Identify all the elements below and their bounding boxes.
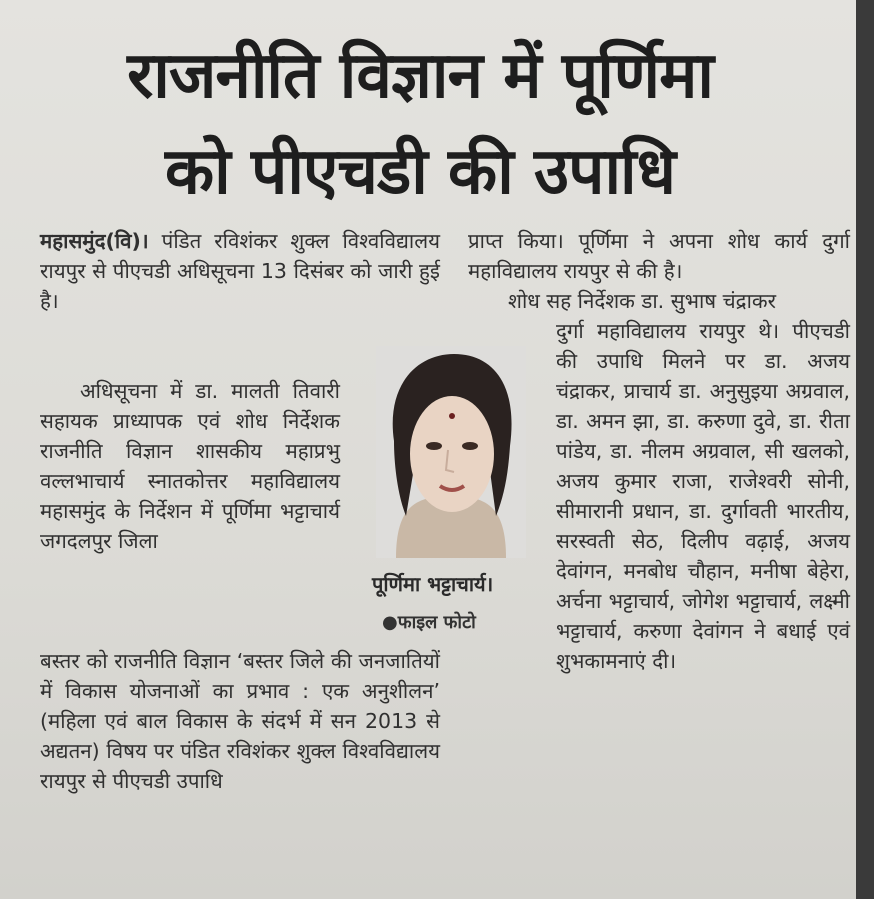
article-column-1-middle	[40, 376, 340, 556]
portrait-photo	[376, 346, 526, 558]
headline-line-2: को पीएचडी की उपाधि	[164, 135, 675, 209]
paragraph-3-part-2: दुर्गा महाविद्यालय रायपुर थे। पीएचडी की उपाधि मिलने पर डा. अजय चंद्राकर, प्राचार्य डा. अनुसुइया अग्रवाल, डा. अमन झा, डा. करुणा दुवे, डा. रीता पांडेय, डा. नीलम अग्रवाल, सी खलको, अजय कुमार राजा, राजेश्वरी सोनी, सीमारानी प्रधान, डा. दुर्गावती भारतीय, सरस्वती सेठ, दिलीप वढ़ाई, अजय देवांगन, मनबोध चौहान, मनीषा बेहेरा, अर्चना भट्टाचार्य, जोगेश भट्टाचार्य, लक्ष्मी भट्टाचार्य, करुणा देवांगन ने बधाई एवं शुभकामनाएं दी।	[556, 319, 850, 673]
dateline: महासमुंद(वि)।	[40, 229, 149, 253]
portrait-image	[376, 346, 526, 558]
paragraph-3-part-1: शोध सह निर्देशक डा. सुभाष चंद्राकर	[508, 289, 777, 313]
article-column-2-top	[468, 226, 850, 316]
article-column-1-top	[40, 226, 440, 316]
page-edge	[856, 0, 874, 899]
article-column-1-bottom	[40, 646, 440, 796]
headline-line-1: राजनीति विज्ञान में पूर्णिमा	[127, 39, 713, 113]
photo-credit: ●फाइल फोटो	[382, 612, 476, 633]
headline	[30, 28, 810, 220]
paragraph-2-part-2: बस्तर को राजनीति विज्ञान ‘बस्तर जिले की जनजातियों में विकास योजनाओं का प्रभाव : एक अनुशीलन’ (महिला एवं बाल विकास के संदर्भ में सन 2013 से अद्यतन) विषय पर पंडित रविशंकर शुक्ल विश्वविद्यालय रायपुर से पीएचडी उपाधि	[40, 649, 440, 793]
article-column-2-main	[556, 316, 850, 676]
paragraph-2-part-1: अधिसूचना में डा. मालती तिवारी सहायक प्राध्यापक एवं शोध निर्देशक राजनीति विज्ञान शासकीय महाप्रभु वल्लभाचार्य स्नातकोत्तर महाविद्यालय महासमुंद के निर्देशन में पूर्णिमा भट्टाचार्य जगदलपुर जिला	[40, 379, 340, 553]
paragraph-1: पंडित रविशंकर शुक्ल विश्वविद्यालय रायपुर से पीएचडी अधिसूचना 13 दिसंबर को जारी हुई है।	[40, 229, 440, 313]
photo-caption: पूर्णिमा भट्टाचार्य।	[372, 572, 494, 596]
paragraph-2-part-3: प्राप्त किया। पूर्णिमा ने अपना शोध कार्य दुर्गा महाविद्यालय रायपुर से की है।	[468, 229, 850, 283]
